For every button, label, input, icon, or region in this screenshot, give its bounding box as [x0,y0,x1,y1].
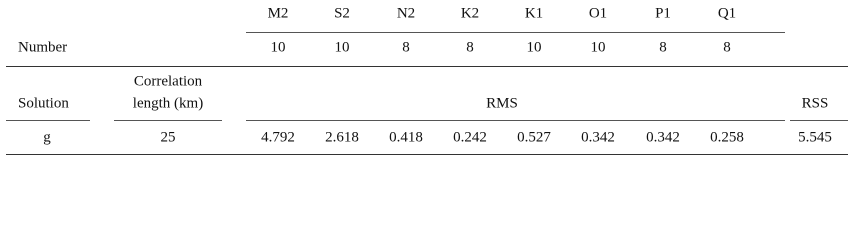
number-cell: 8 [723,39,731,56]
rms-header: RMS [486,95,518,112]
number-cell: 8 [466,39,474,56]
rule-bottom [6,154,848,155]
number-cell: 10 [270,39,286,56]
constituent-header: Q1 [717,5,737,22]
constituent-header: O1 [588,5,608,22]
rule-under-solution [6,120,90,121]
rms-cell: 0.258 [710,129,744,146]
correlation-cell: 25 [160,129,176,146]
rule-under-constituents [246,32,785,33]
rms-cell: 0.242 [453,129,487,146]
rule-under-rms [246,120,785,121]
solution-cell: g [43,129,51,146]
correlation-header-line2: length (km) [132,95,204,112]
rule-full-width [6,66,848,67]
rms-cell: 0.342 [646,129,680,146]
number-row-label: Number [18,39,68,56]
rms-cell: 0.527 [517,129,551,146]
constituent-header: P1 [655,5,671,22]
rss-header: RSS [801,95,829,112]
solution-header: Solution [18,95,69,112]
constituent-header: N2 [396,5,416,22]
constituent-header: K1 [524,5,544,22]
rms-cell: 0.342 [581,129,615,146]
constituent-header: M2 [267,5,289,22]
constituent-header: S2 [334,5,350,22]
number-cell: 8 [659,39,667,56]
rule-under-rss [790,120,848,121]
rms-cell: 2.618 [325,129,359,146]
number-cell: 8 [402,39,410,56]
rms-cell: 4.792 [261,129,295,146]
number-cell: 10 [590,39,606,56]
correlation-header-line1: Correlation [133,73,203,90]
rms-cell: 0.418 [389,129,423,146]
rss-cell: 5.545 [798,129,832,146]
number-cell: 10 [334,39,350,56]
number-cell: 10 [526,39,542,56]
constituent-header: K2 [460,5,480,22]
rule-under-correlation [114,120,222,121]
